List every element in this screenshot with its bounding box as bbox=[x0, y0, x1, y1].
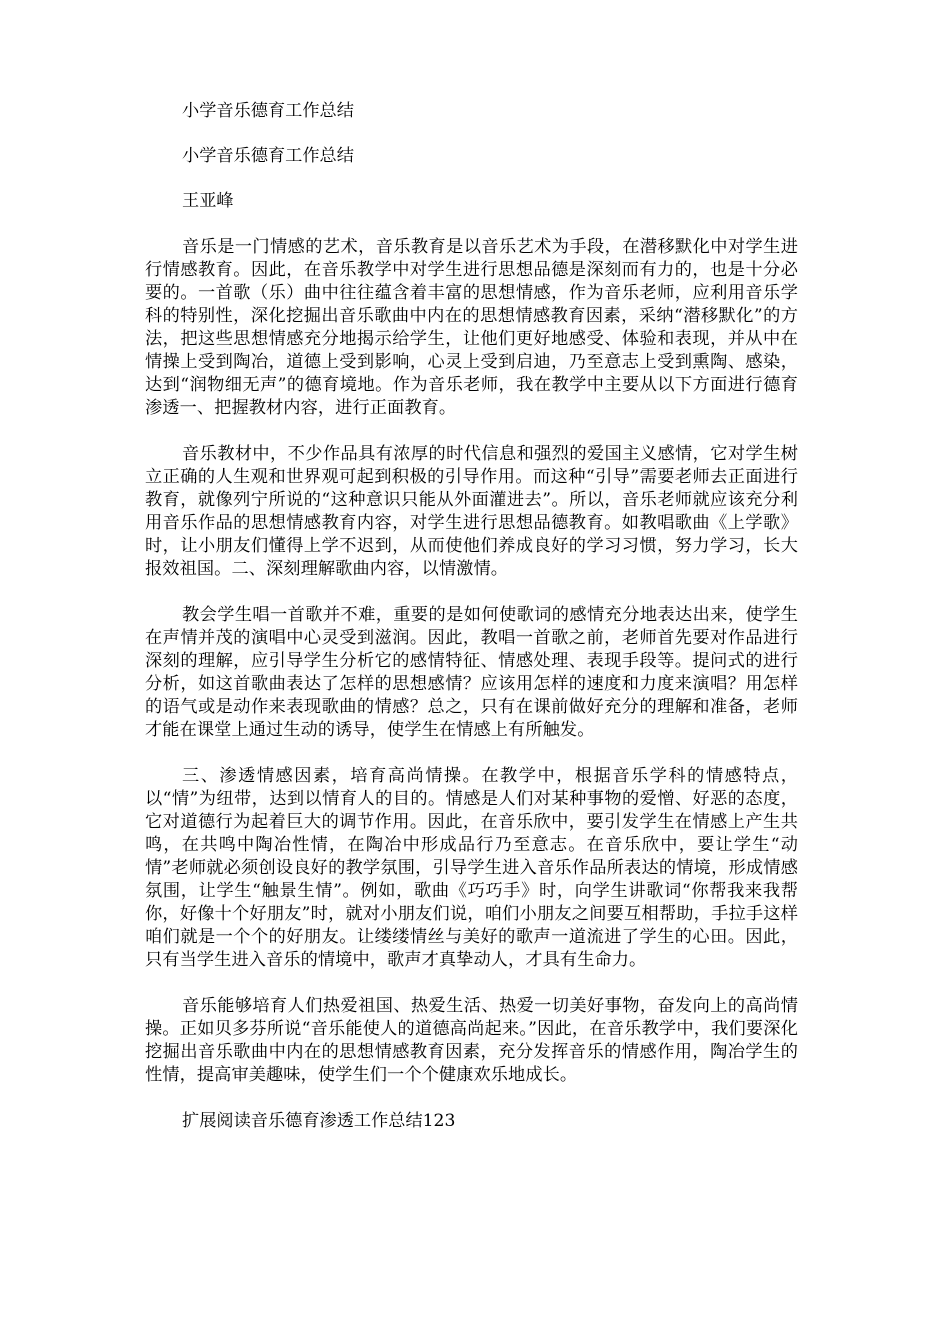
extended-reading-link: 扩展阅读音乐德育渗透工作总结123 bbox=[182, 1111, 456, 1131]
document-page bbox=[145, 100, 798, 1133]
spacer bbox=[145, 168, 798, 190]
document-title: 小学音乐德育工作总结 bbox=[182, 101, 354, 121]
spacer bbox=[145, 1087, 798, 1110]
spacer bbox=[145, 420, 798, 443]
paragraph-2: 音乐教材中，不少作品具有浓厚的时代信息和强烈的爱国主义感情，它对学生树立正确的人生观和世界观可起到积极的引导作用。而这种“引导”需要老师去正面进行教育，就像列宁所说的“这种意识只能从外面灌进去”。所以，音乐老师就应该充分利用音乐作品的思想情感教育内容，对学生进行思想品德教育。如教唱歌曲《上学歌》时，让小朋友们懂得上学不迟到，从而使他们养成良好的学习习惯，努力学习，长大报效祖国。二、深刻理解歌曲内容，以情激情。 bbox=[145, 444, 798, 579]
spacer bbox=[145, 972, 798, 995]
paragraph-1: 音乐是一门情感的艺术，音乐教育是以音乐艺术为手段，在潜移默化中对学生进行情感教育。因此，在音乐教学中对学生进行思想品德是深刻而有力的，也是十分必要的。一首歌（乐）曲中往往蕴含着丰富的思想情感，作为音乐老师，应利用音乐学科的特别性，深化挖掘出音乐歌曲中内在的思想情感教育因素，采纳“潜移默化”的方法，把这些思想情感充分地揭示给学生，让他们更好地感受、体验和表现，并从中在情操上受到陶冶，道德上受到影响，心灵上受到启迪，乃至意志上受到熏陶、感染，达到“润物细无声”的德育境地。作为音乐老师，我在教学中主要从以下方面进行德育渗透一、把握教材内容，进行正面教育。 bbox=[145, 237, 798, 418]
spacer bbox=[145, 213, 798, 236]
author-name: 王亚峰 bbox=[182, 191, 234, 211]
document-subtitle: 小学音乐德育工作总结 bbox=[182, 146, 354, 166]
spacer bbox=[145, 123, 798, 145]
spacer bbox=[145, 581, 798, 604]
paragraph-3: 教会学生唱一首歌并不难，重要的是如何使歌词的感情充分地表达出来，使学生在声情并茂的演唱中心灵受到滋润。因此，教唱一首歌之前，老师首先要对作品进行深刻的理解，应引导学生分析它的感情特征、情感处理、表现手段等。提问式的进行分析，如这首歌曲表达了怎样的思想感情？应该用怎样的速度和力度来演唱？用怎样的语气或是动作来表现歌曲的情感？总之，只有在课前做好充分的理解和准备，老师才能在课堂上通过生动的诱导，使学生在情感上有所触发。 bbox=[145, 605, 798, 740]
spacer bbox=[145, 742, 798, 765]
paragraph-5: 音乐能够培育人们热爱祖国、热爱生活、热爱一切美好事物，奋发向上的高尚情操。正如贝多芬所说“音乐能使人的道德高尚起来。”因此，在音乐教学中，我们要深化挖掘出音乐歌曲中内在的思想情感教育因素，充分发挥音乐的情感作用，陶冶学生的性情，提高审美趣味，使学生们一个个健康欢乐地成长。 bbox=[145, 996, 798, 1085]
paragraph-4: 三、渗透情感因素，培育高尚情操。在教学中，根据音乐学科的情感特点，以“情”为纽带，达到以情育人的目的。情感是人们对某种事物的爱憎、好恶的态度，它对道德行为起着巨大的调节作用。因此，在音乐欣中，要引发学生在情感上产生共鸣，在共鸣中陶冶性情，在陶冶中形成品行乃至意志。在音乐欣中，要让学生“动情”老师就必须创设良好的教学氛围，引导学生进入音乐作品所表达的情境，形成情感氛围，让学生“触景生情”。例如，歌曲《巧巧手》时，向学生讲歌词“你帮我来我帮你，好像十个好朋友”时，就对小朋友们说，咱们小朋友之间要互相帮助，手拉手这样咱们就是一个个的好朋友。让缕缕情丝与美好的歌声一道流进了学生的心田。因此，只有当学生进入音乐的情境中，歌声才真挚动人，才具有生命力。 bbox=[145, 766, 798, 970]
